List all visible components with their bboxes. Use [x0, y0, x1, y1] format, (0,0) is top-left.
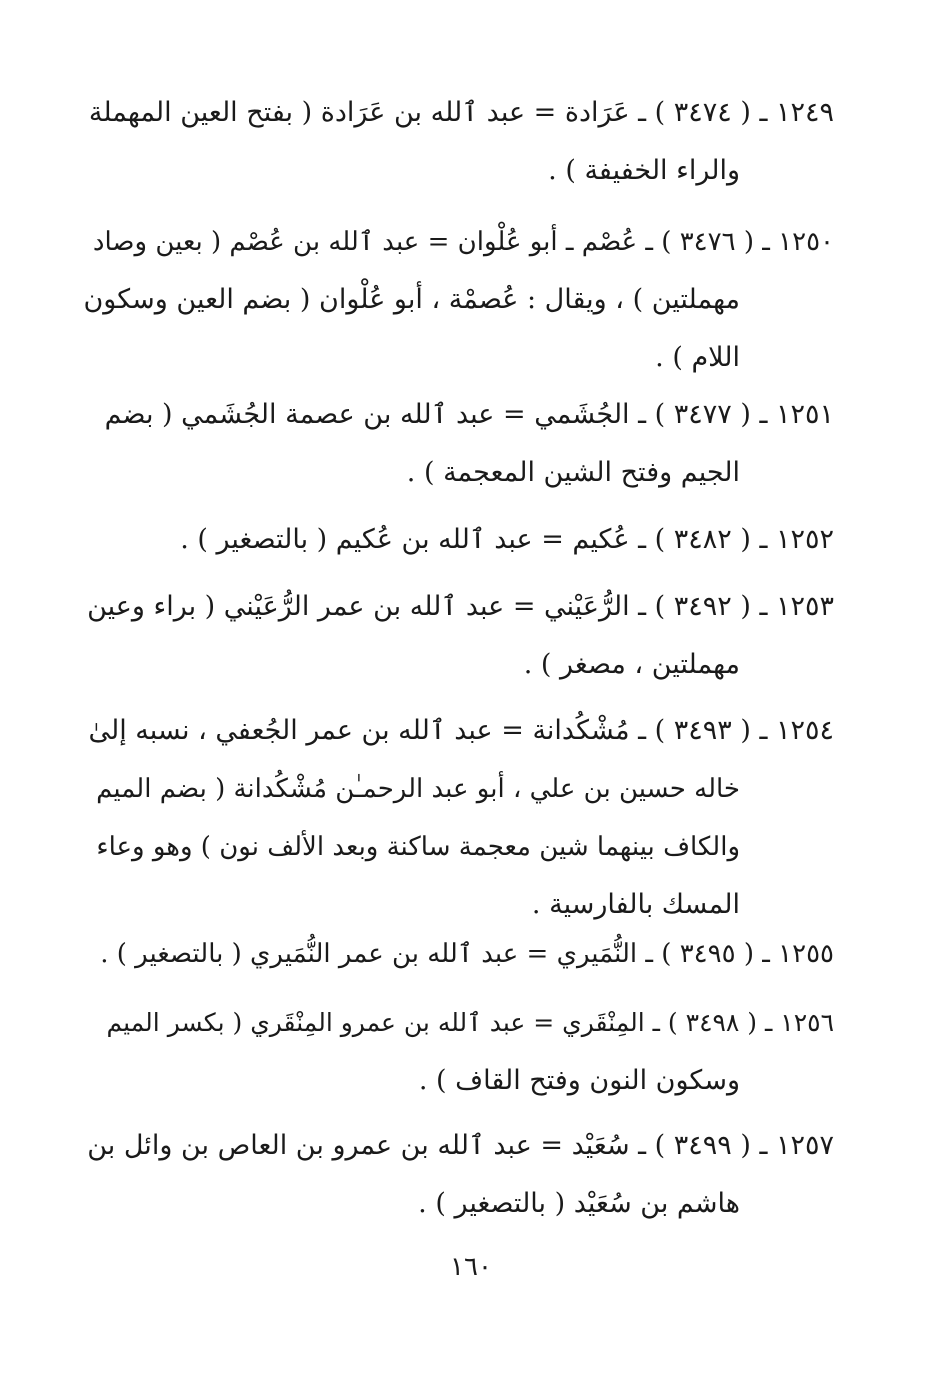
entry-line: الجيم وفتح الشين المعجمة ) .	[406, 457, 740, 488]
entry-1251	[82, 386, 834, 502]
entry-1255	[82, 925, 834, 983]
entry-line: ١٢٥٣ ـ ( ٣٤٩٢ ) ـ الرُّعَيْني = عبد ٱلله بن عمر الرُّعَيْني ( براء وعين	[87, 591, 834, 622]
entry-line: والراء الخفيفة ) .	[548, 155, 740, 186]
entry-line: ١٢٤٩ ـ ( ٣٤٧٤ ) ـ عَرَادة = عبد ٱلله بن عَرَادة ( بفتح العين المهملة	[88, 97, 834, 128]
entry-line: وسكون النون وفتح القاف ) .	[418, 1065, 740, 1096]
entry-line: هاشم بن سُعَيْد ( بالتصغير ) .	[418, 1188, 740, 1219]
entry-1252	[82, 511, 834, 569]
entry-1254	[82, 702, 834, 934]
entry-line: اللام ) .	[655, 342, 740, 373]
entry-line: مهملتين ) ، ويقال : عُصمْة ، أبو عُلْوان ( بضم العين وسكون	[83, 284, 740, 315]
entry-line: مهملتين ، مصغر ) .	[523, 649, 740, 680]
entry-1253	[82, 578, 834, 694]
entry-line: المسك بالفارسية .	[531, 889, 740, 920]
entry-line: خاله حسين بن علي ، أبو عبد الرحمـٰن مُشْكُدانة ( بضم الميم	[96, 774, 740, 804]
entry-line: والكاف بينهما شين معجمة ساكنة وبعد الألف نون ) وهو وعاء	[96, 832, 740, 862]
entry-1250	[82, 213, 834, 387]
entry-line: ١٢٥٢ ـ ( ٣٤٨٢ ) ـ عُكيم = عبد ٱلله بن عُكيم ( بالتصغير ) .	[180, 524, 834, 555]
entry-line: ١٢٥٤ ـ ( ٣٤٩٣ ) ـ مُشْكُدانة = عبد ٱلله بن عمر الجُعفي ، نسبه إلىٰ	[88, 715, 834, 746]
entry-1256	[82, 994, 834, 1110]
entry-line: ١٢٥٥ ـ ( ٣٤٩٥ ) ـ النُّمَيري = عبد ٱلله بن عمر النُّمَيري ( بالتصغير ) .	[100, 939, 834, 969]
entry-line: ١٢٥٦ ـ ( ٣٤٩٨ ) ـ المِنْقَري = عبد ٱلله بن عمرو المِنْقَري ( بكسر الميم	[106, 1008, 834, 1037]
entry-line: ١٢٥١ ـ ( ٣٤٧٧ ) ـ الجُشَمي = عبد ٱلله بن عصمة الجُشَمي ( بضم	[104, 399, 834, 430]
entry-1257	[82, 1117, 834, 1233]
entry-line: ١٢٥٧ ـ ( ٣٤٩٩ ) ـ سُعَيْد = عبد ٱلله بن عمرو بن العاص بن وائل بن	[87, 1130, 834, 1161]
entry-1249	[82, 84, 834, 200]
entry-line: ١٢٥٠ ـ ( ٣٤٧٦ ) ـ عُصْم ـ أبو عُلْوان = عبد ٱلله بن عُصْم ( بعين وصاد	[92, 227, 834, 257]
page-number: ١٦٠	[450, 1252, 492, 1282]
